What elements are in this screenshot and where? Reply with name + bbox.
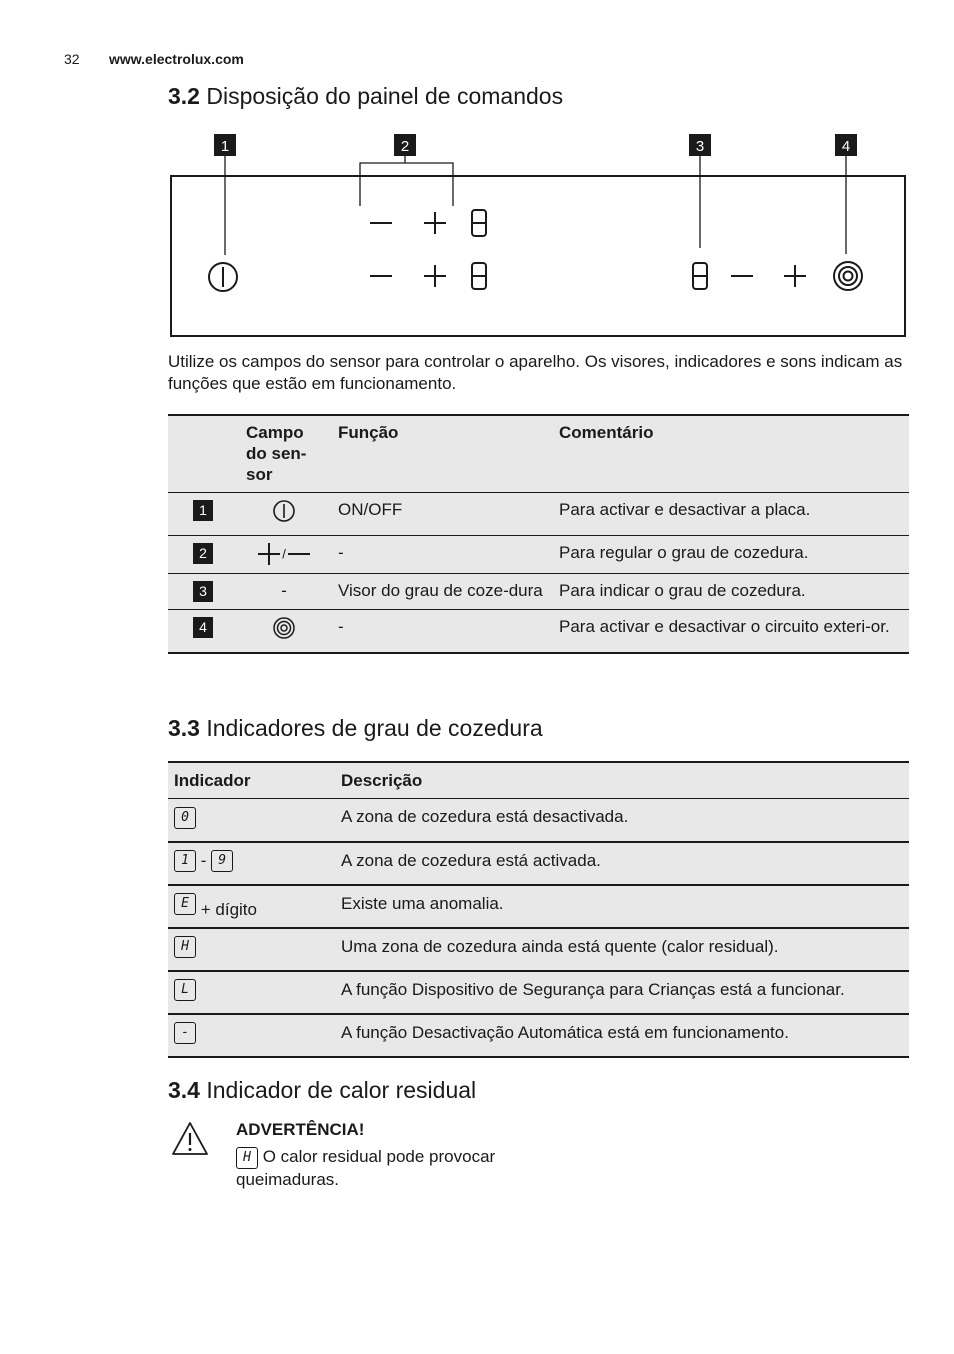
display-digit	[693, 263, 707, 289]
svg-text:3: 3	[695, 138, 705, 155]
indicator-table	[168, 761, 909, 1058]
table-row	[168, 799, 909, 842]
table-header	[168, 415, 238, 493]
intro-paragraph: Utilize os campos do sensor para controlar o aparelho. Os visores, indicadores e sons indicam as funções que estão em funcionamento.	[168, 352, 903, 393]
comment-cell: Para activar e desactivar a placa.	[559, 500, 811, 519]
description-cell: A zona de cozedura está activada.	[341, 850, 601, 870]
table-row	[168, 574, 909, 610]
description-cell: Uma zona de cozedura ainda está quente (calor residual).	[341, 936, 779, 956]
sensor-field-table	[168, 414, 909, 654]
indicator-glyph: L	[174, 979, 196, 1001]
comment-cell: Para indicar o grau de cozedura.	[559, 581, 806, 600]
function-cell: ON/OFF	[338, 500, 403, 519]
section-heading-3-3: 3.3 Indicadores de grau de cozedura	[168, 715, 543, 741]
svg-text:2: 2	[400, 138, 410, 155]
sensor-cell: -	[281, 581, 287, 600]
function-cell: -	[338, 617, 344, 636]
indicator-glyph: H	[174, 936, 196, 958]
marker-1: 1	[193, 500, 213, 521]
power-icon	[272, 499, 296, 523]
display-digit	[472, 263, 486, 289]
callout-2	[360, 134, 453, 206]
minus-icon	[286, 542, 312, 566]
indicator-glyph: 1	[174, 850, 196, 872]
table-row	[168, 928, 909, 971]
plus-icon[interactable]	[424, 212, 446, 234]
section-heading-3-2: 3.2 Disposição do painel de comandos	[168, 83, 564, 109]
marker-3: 3	[193, 581, 213, 602]
indicator-glyph: 0	[174, 807, 196, 829]
control-panel-diagram	[160, 130, 920, 345]
table-row: E + dígito Existe uma anomalia.	[168, 885, 909, 928]
indicator-glyph: H	[236, 1147, 258, 1169]
table-header: Campo do sen-sor	[238, 415, 330, 493]
comment-cell: Para activar e desactivar o circuito exteri-or.	[559, 617, 890, 636]
table-row	[168, 971, 909, 1014]
table-header: Indicador	[168, 762, 335, 799]
panel-frame	[171, 176, 905, 336]
table-header: Função	[330, 415, 551, 493]
description-cell: A zona de cozedura está desactivada.	[341, 807, 629, 826]
indicator-glyph: E	[174, 893, 196, 915]
plus-icon[interactable]	[784, 265, 806, 287]
marker-4: 4	[193, 617, 213, 638]
marker-2: 2	[193, 543, 213, 564]
callout-1	[214, 134, 236, 255]
description-cell: A função Desactivação Automática está em funcionamento.	[341, 1022, 789, 1042]
table-row	[168, 1014, 909, 1057]
callout-4	[835, 134, 857, 254]
svg-text:4: 4	[841, 138, 851, 155]
warning-text: H O calor residual pode provocar queimaduras.	[236, 1147, 496, 1189]
svg-text:1: 1	[220, 138, 230, 155]
page-number: 32	[64, 51, 80, 67]
plus-icon	[256, 542, 282, 566]
function-cell: -	[338, 543, 344, 562]
table-row	[168, 493, 909, 536]
plus-icon[interactable]	[424, 265, 446, 287]
indicator-glyph: 9	[211, 850, 233, 872]
comment-cell: Para regular o grau de cozedura.	[559, 543, 809, 562]
callout-3	[689, 134, 711, 248]
warning-icon	[170, 1120, 210, 1158]
outer-circuit-icon	[272, 616, 296, 640]
table-row: 1 - 9 A zona de cozedura está activada.	[168, 842, 909, 885]
website: www.electrolux.com	[109, 51, 244, 67]
table-header: Descrição	[335, 762, 909, 799]
warning-title: ADVERTÊNCIA!	[236, 1120, 365, 1139]
table-row	[168, 610, 909, 654]
table-header: Comentário	[551, 415, 909, 493]
description-cell: A função Dispositivo de Segurança para Crianças está a funcionar.	[341, 979, 845, 999]
display-digit	[472, 210, 486, 236]
indicator-glyph: -	[174, 1022, 196, 1044]
function-cell: Visor do grau de coze-dura	[338, 581, 543, 600]
description-cell: Existe uma anomalia.	[341, 893, 504, 913]
power-icon[interactable]	[209, 263, 237, 291]
outer-circuit-icon[interactable]	[834, 262, 862, 290]
section-heading-3-4: 3.4 Indicador de calor residual	[168, 1077, 477, 1103]
table-row: 2 / - Para regular o grau de cozedura.	[168, 536, 909, 574]
